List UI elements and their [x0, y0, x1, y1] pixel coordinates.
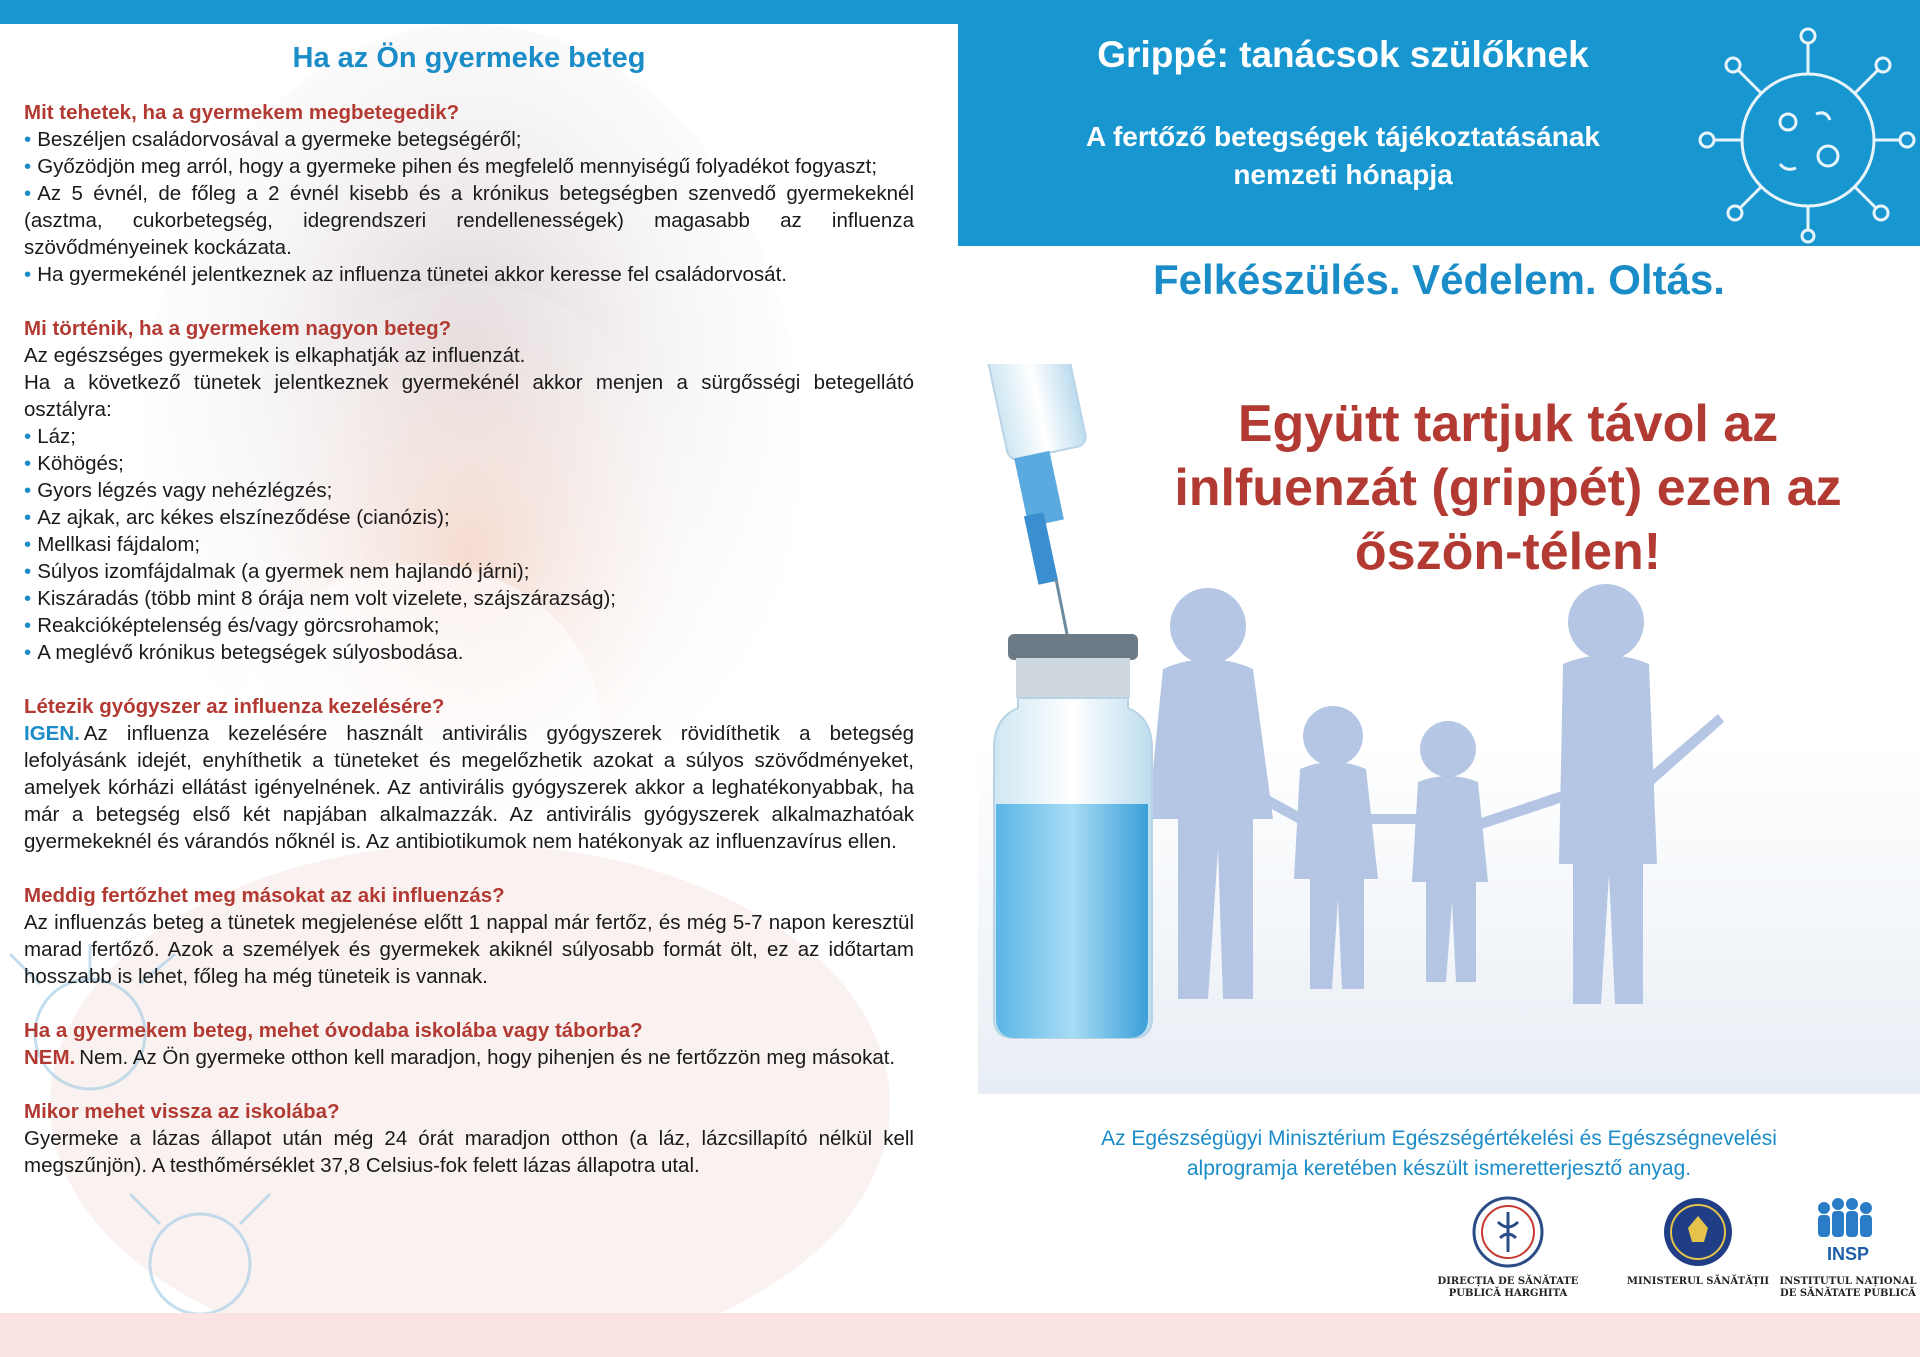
- answer-paragraph: NEM. Nem. Az Ön gyermeke otthon kell maradjon, hogy pihenjen és ne fertőzzön meg másokat.: [24, 1046, 896, 1069]
- bullet-dot-icon: •: [24, 452, 32, 475]
- virus-icon: [1696, 24, 1920, 246]
- bullet-item: • Reakcióképtelenség és/vagy görcsrohamok;: [24, 614, 440, 637]
- bullet-dot-icon: •: [24, 263, 32, 286]
- bullet-dot-icon: •: [24, 560, 32, 583]
- question-heading: Mi történik, ha a gyermekem nagyon beteg?: [24, 317, 452, 340]
- right-panel: [958, 24, 1920, 1313]
- banner-title: Grippé: tanácsok szülőknek: [1097, 34, 1589, 75]
- bullet-item: • Köhögés;: [24, 452, 124, 475]
- paragraph: Az egészséges gyermekek is elkaphatják az influenzát.: [24, 344, 526, 367]
- logo-caption: MINISTERUL SĂNĂTĂȚII: [1626, 1276, 1770, 1287]
- bullet-dot-icon: •: [24, 425, 32, 448]
- question-heading: Mikor mehet vissza az iskolába?: [24, 1100, 340, 1123]
- slogan: Felkészülés. Védelem. Oltás.: [1153, 256, 1725, 303]
- left-title: Ha az Ön gyermeke beteg: [292, 42, 646, 74]
- insp-logo-text: INSP: [1826, 1244, 1870, 1264]
- bullet-item: • Az ajkak, arc kékes elszíneződése (cianózis);: [24, 506, 450, 529]
- bullet-dot-icon: •: [24, 506, 32, 529]
- logo-caption: DIRECȚIA DE SĂNĂTATE PUBLICĂ HARGHITA: [1437, 1276, 1579, 1299]
- bullet-dot-icon: •: [24, 479, 32, 502]
- bullet-dot-icon: •: [24, 155, 32, 178]
- bullet-dot-icon: •: [24, 587, 32, 610]
- answer-paragraph: IGEN. Az influenza kezelésére használt antivirális gyógyszerek rövidíthetik a betegség lefolyásánk idejét, enyhíthetik a tüneteket és megelőzhetik azokat a súlyos szövődményeket, amelyek kórházi ellátást igényelnének. Az antivirális gyógyszerek akkor a leghatékonyabbak, ha már a betegség első két napjában alkalmazzák. Az antivirális gyógyszerek alkalmazhatóak gyermekeknél és várandós nőknél is. Az antibiotikumok nem hatékonyak az influenzavírus ellen.: [24, 722, 914, 853]
- partner-logos: [958, 1194, 1920, 1314]
- title-banner: [958, 24, 1920, 246]
- left-article: [24, 42, 914, 1179]
- left-panel: [0, 24, 958, 1313]
- question-heading: Meddig fertőzhet meg másokat az aki influenzás?: [24, 884, 505, 907]
- answer-no: NEM.: [24, 1046, 76, 1069]
- bullet-dot-icon: •: [24, 641, 32, 664]
- logo-dsp-harghita: [1408, 1194, 1608, 1300]
- bullet-item: • A meglévő krónikus betegségek súlyosbodása.: [24, 641, 464, 664]
- bullet-item: • Mellkasi fájdalom;: [24, 533, 201, 556]
- answer-paragraph: Az influenzás beteg a tünetek megjelenése előtt 1 nappal már fertőz, és még 5-7 napon keresztül marad fertőző. Azok a személyek és gyermekek akiknél súlyosabb formát ölt, ez az időtartam hosszabb is lehet, főleg ha még tüneteik is vannak.: [24, 911, 914, 988]
- question-heading: Létezik gyógyszer az influenza kezelésére?: [24, 695, 445, 718]
- bullet-item: • Ha gyermekénél jelentkeznek az influenza tünetei akkor keresse fel családorvosát.: [24, 263, 787, 286]
- main-headline: Együtt tartjuk távol az inlfuenzát (grippét) ezen az őszön-télen!: [1174, 395, 1842, 581]
- bullet-dot-icon: •: [24, 614, 32, 637]
- question-heading: Mit tehetek, ha a gyermekem megbetegedik?: [24, 101, 460, 124]
- answer-paragraph: Gyermeke a lázas állapot után még 24 órát maradjon otthon (a láz, lázcsillapító nélkül kell megszűnjön). A testhőmérséklet 37,8 Celsius-fok felett lázas állapotra utal.: [24, 1127, 914, 1177]
- top-color-strip: [0, 0, 1920, 24]
- dsp-harghita-seal-icon: [1470, 1194, 1546, 1270]
- bullet-dot-icon: •: [24, 533, 32, 556]
- logo-caption: INSTITUTUL NAȚIONAL DE SĂNĂTATE PUBLICĂ: [1779, 1276, 1917, 1299]
- logo-insp: [1748, 1194, 1920, 1300]
- bullet-dot-icon: •: [24, 128, 32, 151]
- bullet-item: • Gyors légzés vagy nehézlégzés;: [24, 479, 333, 502]
- bullet-item: • Kiszáradás (több mint 8 órája nem volt vizelete, szájszárazság);: [24, 587, 616, 610]
- bottom-color-strip: [0, 1313, 1920, 1357]
- guvernul-romaniei-seal-icon: [1660, 1194, 1736, 1270]
- banner-subtitle: A fertőző betegségek tájékoztatásának nemzeti hónapja: [1085, 121, 1601, 190]
- bullet-item: • Az 5 évnél, de főleg a 2 évnél kisebb és a krónikus betegségben szenvedő gyermekeknél (asztma, cukorbetegség, idegrendszeri rendellenességek) magasabb az influenza szövődményeinek kockázata.: [24, 182, 914, 259]
- bullet-item: • Súlyos izomfájdalmak (a gyermek nem hajlandó járni);: [24, 560, 530, 583]
- bullet-item: • Beszéljen családorvosával a gyermeke betegségéről;: [24, 128, 522, 151]
- answer-yes: IGEN.: [24, 722, 80, 745]
- bullet-dot-icon: •: [24, 182, 32, 205]
- insp-logo-icon: [1808, 1194, 1888, 1270]
- bullet-item: • Láz;: [24, 425, 76, 448]
- footer-note: Az Egészségügyi Minisztérium Egészségértékelési és Egészségnevelési alprogramja keretében készült ismeretterjesztő anyag.: [1101, 1127, 1777, 1180]
- bullet-item: • Győzödjön meg arról, hogy a gyermeke pihen és megfelelő mennyiségű folyadékot fogyaszt;: [24, 155, 878, 178]
- paragraph: Ha a következő tünetek jelentkeznek gyermekénél akkor menjen a sürgősségi betegellátó osztályra:: [24, 371, 914, 421]
- question-heading: Ha a gyermekem beteg, mehet óvodaba iskolába vagy táborba?: [24, 1019, 643, 1042]
